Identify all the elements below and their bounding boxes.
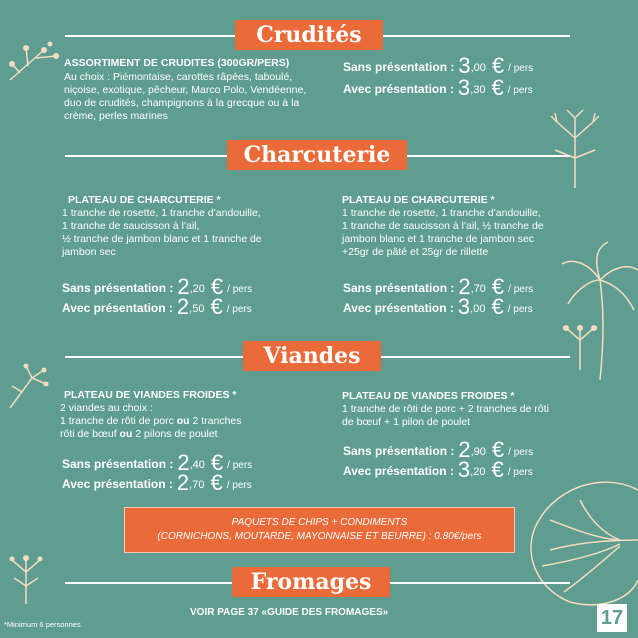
viandes-left-block <box>60 389 242 441</box>
charcuterie-left-block <box>62 194 262 259</box>
section-title-fromages: Fromages <box>232 567 390 597</box>
viandes-right-title: PLATEAU DE VIANDES FROIDES * <box>342 390 515 402</box>
leaf-sprig-icon <box>560 320 600 370</box>
crudites-description: Au choix : Piémontaise, carottes râpées, taboulé, niçoise, exotique, pêcheur, Marco Polo, Vendéenne, duo de crudités, champignons à la grecque ou à la crème, perles marines <box>64 71 307 122</box>
section-title-crudites: Crudités <box>235 20 383 50</box>
price-avec-presentation: Avec présentation : 2,70 € / pers <box>62 470 252 495</box>
leaf-sprig-icon <box>6 38 62 84</box>
viandes-right-block <box>342 390 549 429</box>
charcuterie-right-title: PLATEAU DE CHARCUTERIE * <box>342 194 495 206</box>
fromages-note: VOIR PAGE 37 «GUIDE DES FROMAGES» <box>190 607 389 618</box>
price-avec-presentation: Avec présentation : 3,00 € / pers <box>343 294 533 319</box>
price-avec-presentation: Avec présentation : 3,20 € / pers <box>343 457 533 482</box>
price-avec-presentation: Avec présentation : 2,50 € / pers <box>62 294 252 319</box>
leaf-sprig-icon <box>6 548 46 604</box>
chips-line-2: (CORNICHONS, MOUTARDE, MAYONNAISE ET BEURRE) : 0.80€/pers <box>157 531 482 542</box>
price-sans-presentation: Sans présentation : 2,40 € / pers <box>62 450 253 475</box>
section-title-charcuterie: Charcuterie <box>227 140 407 170</box>
page-number: 17 <box>597 604 627 632</box>
price-avec-presentation: Avec présentation : 3,30 € / pers <box>343 75 533 100</box>
price-sans-presentation: Sans présentation : 2,90 € / pers <box>343 437 534 462</box>
crudites-title: ASSORTIMENT DE CRUDITES (300GR/PERS) <box>64 57 290 69</box>
viandes-left-title: PLATEAU DE VIANDES FROIDES * <box>64 389 237 401</box>
monstera-leaf-icon <box>520 470 638 610</box>
chips-line-1: PAQUETS DE CHIPS + CONDIMENTS <box>231 517 408 528</box>
viandes-left-description: 2 viandes au choix : 1 tranche de rôti de porc ou 2 tranches rôti de bœuf ou 2 pilons de poulet <box>60 402 242 440</box>
chips-condiments-box <box>124 507 515 553</box>
charcuterie-right-description: 1 tranche de rosette, 1 tranche d'andouille, 1 tranche de saucisson à l'ail, ½ tranche de jambon blanc et 1 tranche de jambon sec +25gr de pâté et 25gr de rillette <box>342 207 544 258</box>
footnote: *Minimum 6 personnes <box>4 620 81 629</box>
section-title-viandes: Viandes <box>243 341 381 371</box>
price-sans-presentation: Sans présentation : 3,00 € / pers <box>343 53 534 78</box>
price-sans-presentation: Sans présentation : 2,20 € / pers <box>62 274 253 299</box>
charcuterie-right-block <box>342 194 544 259</box>
charcuterie-left-description: 1 tranche de rosette, 1 tranche d'andouille, 1 tranche de saucisson à l'ail, ½ tranche de jambon blanc et 1 tranche de jambon sec <box>62 207 262 258</box>
charcuterie-left-title: PLATEAU DE CHARCUTERIE * <box>68 194 221 206</box>
viandes-right-description: 1 tranche de rôti de porc + 2 tranches de rôti de bœuf + 1 pilon de poulet <box>342 403 549 428</box>
flower-sprig-icon <box>6 360 50 410</box>
price-sans-presentation: Sans présentation : 2,70 € / pers <box>343 274 534 299</box>
flower-sprig-icon <box>545 108 605 188</box>
